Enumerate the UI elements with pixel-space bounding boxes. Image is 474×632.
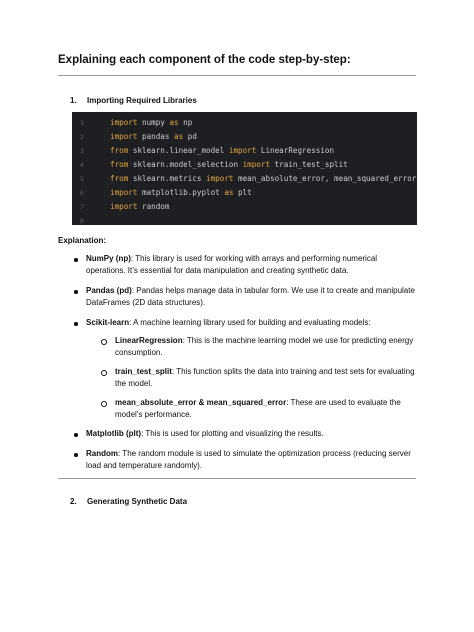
- code-keyword: as: [224, 188, 234, 197]
- code-keyword: from: [110, 174, 129, 183]
- code-text: [110, 186, 252, 200]
- bullet-term: Random: [86, 449, 118, 458]
- code-identifier: matplotlib.pyplot: [137, 188, 225, 197]
- code-keyword: from: [110, 160, 129, 169]
- bullet-scikit-learn: [86, 317, 416, 329]
- code-identifier: sklearn.metrics: [128, 174, 207, 183]
- sub-bullet-circle: [101, 401, 107, 407]
- line-number: 8: [80, 217, 84, 225]
- line-number: 2: [80, 133, 84, 141]
- code-text: [110, 116, 192, 130]
- code-identifier: random: [137, 202, 170, 211]
- code-identifier: np: [178, 118, 193, 127]
- code-identifier: plt: [233, 188, 252, 197]
- bullet-pandas: [86, 285, 416, 309]
- code-block: [72, 112, 417, 225]
- code-text: [110, 200, 169, 214]
- code-keyword: import: [110, 202, 138, 211]
- bullet-dot: [74, 453, 78, 457]
- bullet-dot: [74, 322, 78, 326]
- explanation-label: Explanation:: [58, 236, 107, 245]
- code-identifier: LinearRegression: [256, 146, 335, 155]
- bullet-text: : This library is used for working with arrays and performing numerical operations. It’s essential for data manipulation and creating synthetic data.: [86, 254, 378, 275]
- bullet-random: [86, 448, 416, 472]
- section-label: Importing Required Libraries: [87, 96, 197, 105]
- code-keyword: as: [169, 118, 179, 127]
- sub-bullet-term: train_test_split: [115, 367, 172, 376]
- sub-bullet-train-test-split: [115, 366, 415, 390]
- bullet-matplotlib: [86, 428, 416, 440]
- page-title: Explaining each component of the code step-by-step:: [58, 54, 351, 66]
- code-keyword: import: [206, 174, 234, 183]
- code-text: [110, 144, 334, 158]
- code-keyword: import: [228, 146, 257, 155]
- bullet-term: NumPy (np): [86, 254, 131, 263]
- bullet-dot: [74, 290, 78, 294]
- bullet-text: : The random module is used to simulate the optimization process (reducing server load and temperature randomly).: [86, 449, 411, 470]
- code-identifier: mean_absolute_error, mean_squared_error: [233, 174, 417, 183]
- bullet-dot: [74, 258, 78, 262]
- sub-bullet-circle: [101, 339, 107, 345]
- code-keyword: import: [110, 188, 138, 197]
- line-number: 3: [80, 147, 84, 155]
- bullet-term: Scikit-learn: [86, 318, 130, 327]
- sub-bullet-circle: [101, 370, 107, 376]
- code-identifier: pd: [183, 132, 197, 141]
- code-identifier: sklearn.model_selection: [128, 160, 243, 169]
- code-keyword: import: [242, 160, 271, 169]
- code-text: [110, 130, 197, 144]
- line-number: 1: [80, 119, 84, 127]
- sub-bullet-term: mean_absolute_error & mean_squared_error: [115, 398, 287, 407]
- code-text: [110, 172, 416, 186]
- section-number: 1.: [70, 96, 77, 105]
- code-keyword: import: [110, 118, 138, 127]
- code-text: [110, 158, 348, 172]
- sub-bullet-term: LinearRegression: [115, 336, 183, 345]
- section-heading-2: [70, 497, 187, 506]
- code-identifier: train_test_split: [270, 160, 348, 169]
- code-keyword: as: [174, 132, 184, 141]
- bullet-numpy: [86, 253, 416, 277]
- section-number: 2.: [70, 497, 77, 506]
- bullet-dot: [74, 433, 78, 437]
- section-heading-1: [70, 96, 197, 105]
- divider-top: [58, 75, 416, 76]
- section-label: Generating Synthetic Data: [87, 497, 188, 506]
- line-number: 7: [80, 203, 84, 211]
- code-keyword: from: [110, 146, 129, 155]
- line-number: 5: [80, 175, 84, 183]
- sub-bullet-text: : This is the machine learning model we use for predicting energy consumption.: [115, 336, 414, 357]
- code-keyword: import: [110, 132, 138, 141]
- sub-bullet-text: : These are used to evaluate the model’s performance.: [115, 398, 401, 419]
- sub-bullet-text: : This function splits the data into training and test sets for evaluating the model.: [115, 367, 415, 388]
- sub-bullet-linear-regression: [115, 335, 415, 359]
- code-identifier: pandas: [137, 132, 175, 141]
- bullet-text: : This is used for plotting and visualizing the results.: [141, 429, 324, 438]
- code-identifier: numpy: [137, 118, 170, 127]
- bullet-text: : A machine learning library used for building and evaluating models:: [129, 318, 371, 327]
- bullet-term: Matplotlib (plt): [86, 429, 142, 438]
- sub-bullet-metrics: [115, 397, 415, 421]
- line-number: 4: [80, 161, 84, 169]
- bullet-term: Pandas (pd): [86, 286, 132, 295]
- code-identifier: sklearn.linear_model: [128, 146, 229, 155]
- line-number: 6: [80, 189, 84, 197]
- divider-bottom: [58, 478, 416, 479]
- bullet-text: : Pandas helps manage data in tabular form. We use it to create and manipulate DataFrames (2D data structures).: [86, 286, 415, 307]
